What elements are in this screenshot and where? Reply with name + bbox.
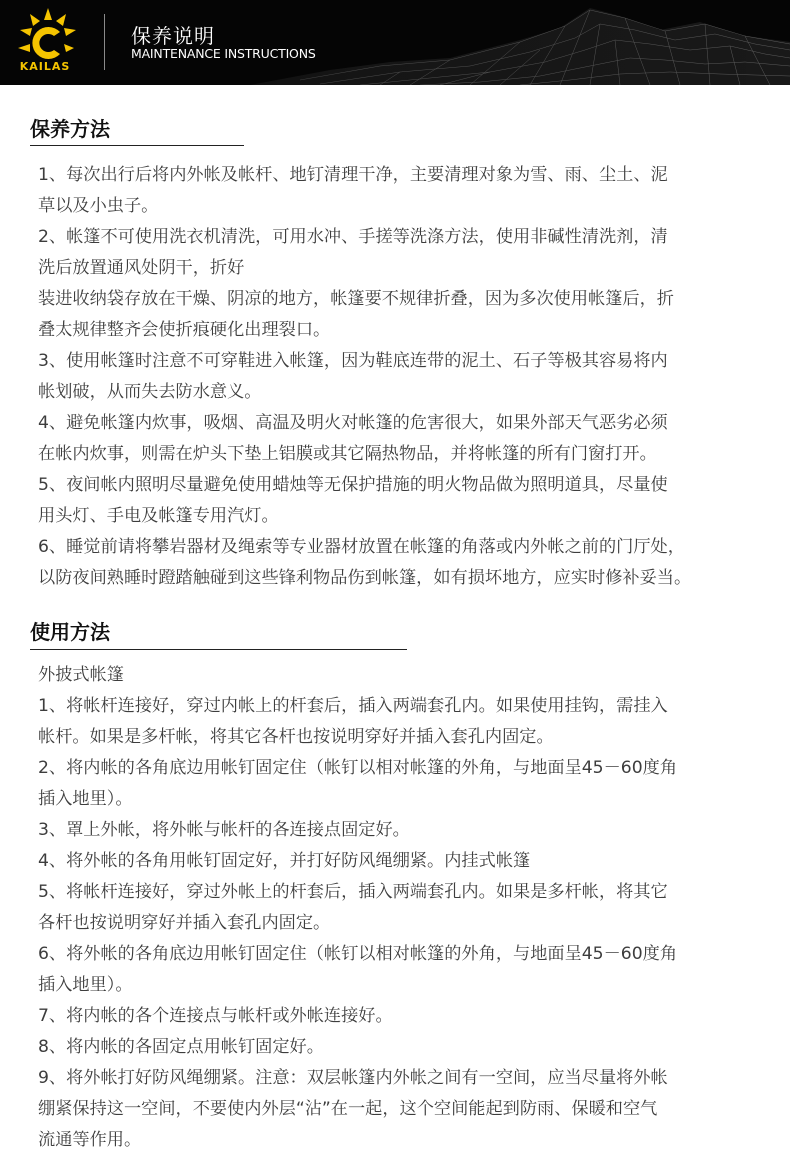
brand-wordmark: KAILAS <box>19 60 71 73</box>
text-line: 7、将内帐的各个连接点与帐杆或外帐连接好。 <box>38 1006 393 1026</box>
maintenance-text <box>38 160 691 594</box>
text-line: 用头灯、手电及帐篷专用汽灯。 <box>38 506 279 526</box>
text-line: 2、将内帐的各角底边用帐钉固定住（帐钉以相对帐篷的外角，与地面呈45－60度角 <box>38 758 678 778</box>
page-title-cn: 保养说明 <box>131 24 215 48</box>
text-line: 8、将内帐的各固定点用帐钉固定好。 <box>38 1037 324 1057</box>
text-line: 2、帐篷不可使用洗衣机清洗，可用水冲、手搓等洗涤方法，使用非碱性清洗剂，清 <box>38 227 668 247</box>
text-line: 绷紧保持这一空间，不要使内外层“沾”在一起，这个空间能起到防雨、保暖和空气 <box>38 1099 658 1119</box>
text-line: 1、每次出行后将内外帐及帐杆、地钉清理干净，主要清理对象为雪、雨、尘土、泥 <box>38 165 668 185</box>
text-line: 在帐内炊事，则需在炉头下垫上铝膜或其它隔热物品，并将帐篷的所有门窗打开。 <box>38 444 657 464</box>
maintenance-heading: 保养方法 <box>30 117 110 141</box>
text-line: 装进收纳袋存放在干燥、阴凉的地方，帐篷要不规律折叠，因为多次使用帐篷后，折 <box>38 289 674 309</box>
text-line: 洗后放置通风处阴干，折好 <box>38 258 245 278</box>
text-line: 1、将帐杆连接好，穿过内帐上的杆套后，插入两端套孔内。如果使用挂钩，需挂入 <box>38 696 668 716</box>
text-line: 5、将帐杆连接好，穿过外帐上的杆套后，插入两端套孔内。如果是多杆帐，将其它 <box>38 882 668 902</box>
text-line: 外披式帐篷 <box>38 665 124 685</box>
text-line: 6、睡觉前请将攀岩器材及绳索等专业器材放置在帐篷的角落或内外帐之前的门厅处， <box>38 537 685 557</box>
page-header <box>0 0 790 85</box>
text-line: 帐杆。如果是多杆帐，将其它各杆也按说明穿好并插入套孔内固定。 <box>38 727 554 747</box>
text-line: 4、将外帐的各角用帐钉固定好，并打好防风绳绷紧。内挂式帐篷 <box>38 851 531 871</box>
usage-text <box>38 660 677 1156</box>
text-line: 3、使用帐篷时注意不可穿鞋进入帐篷，因为鞋底连带的泥土、石子等极其容易将内 <box>38 351 668 371</box>
page-title-en: MAINTENANCE INSTRUCTIONS <box>131 46 316 61</box>
text-line: 9、将外帐打好防风绳绷紧。注意：双层帐篷内外帐之间有一空间，应当尽量将外帐 <box>38 1068 668 1088</box>
text-line: 3、罩上外帐，将外帐与帐杆的各连接点固定好。 <box>38 820 410 840</box>
maintenance-heading-rule <box>30 145 244 146</box>
header-divider <box>104 14 105 70</box>
text-line: 草以及小虫子。 <box>38 196 159 216</box>
text-line: 以防夜间熟睡时蹬踏触碰到这些锋利物品伤到帐篷，如有损坏地方，应实时修补妥当。 <box>38 568 692 588</box>
text-line: 4、避免帐篷内炊事，吸烟、高温及明火对帐篷的危害很大，如果外部天气恶劣必须 <box>38 413 668 433</box>
text-line: 6、将外帐的各角底边用帐钉固定住（帐钉以相对帐篷的外角，与地面呈45－60度角 <box>38 944 678 964</box>
text-line: 各杆也按说明穿好并插入套孔内固定。 <box>38 913 331 933</box>
text-line: 叠太规律整齐会使折痕硬化出理裂口。 <box>38 320 331 340</box>
text-line: 插入地里）。 <box>38 975 133 995</box>
text-line: 5、夜间帐内照明尽量避免使用蜡烛等无保护措施的明火物品做为照明道具，尽量使 <box>38 475 668 495</box>
mountain-mesh-graphic <box>0 0 790 85</box>
usage-heading: 使用方法 <box>30 620 110 644</box>
usage-heading-rule <box>30 649 407 650</box>
text-line: 帐划破，从而失去防水意义。 <box>38 382 262 402</box>
text-line: 流通等作用。 <box>38 1130 142 1150</box>
text-line: 插入地里）。 <box>38 789 133 809</box>
